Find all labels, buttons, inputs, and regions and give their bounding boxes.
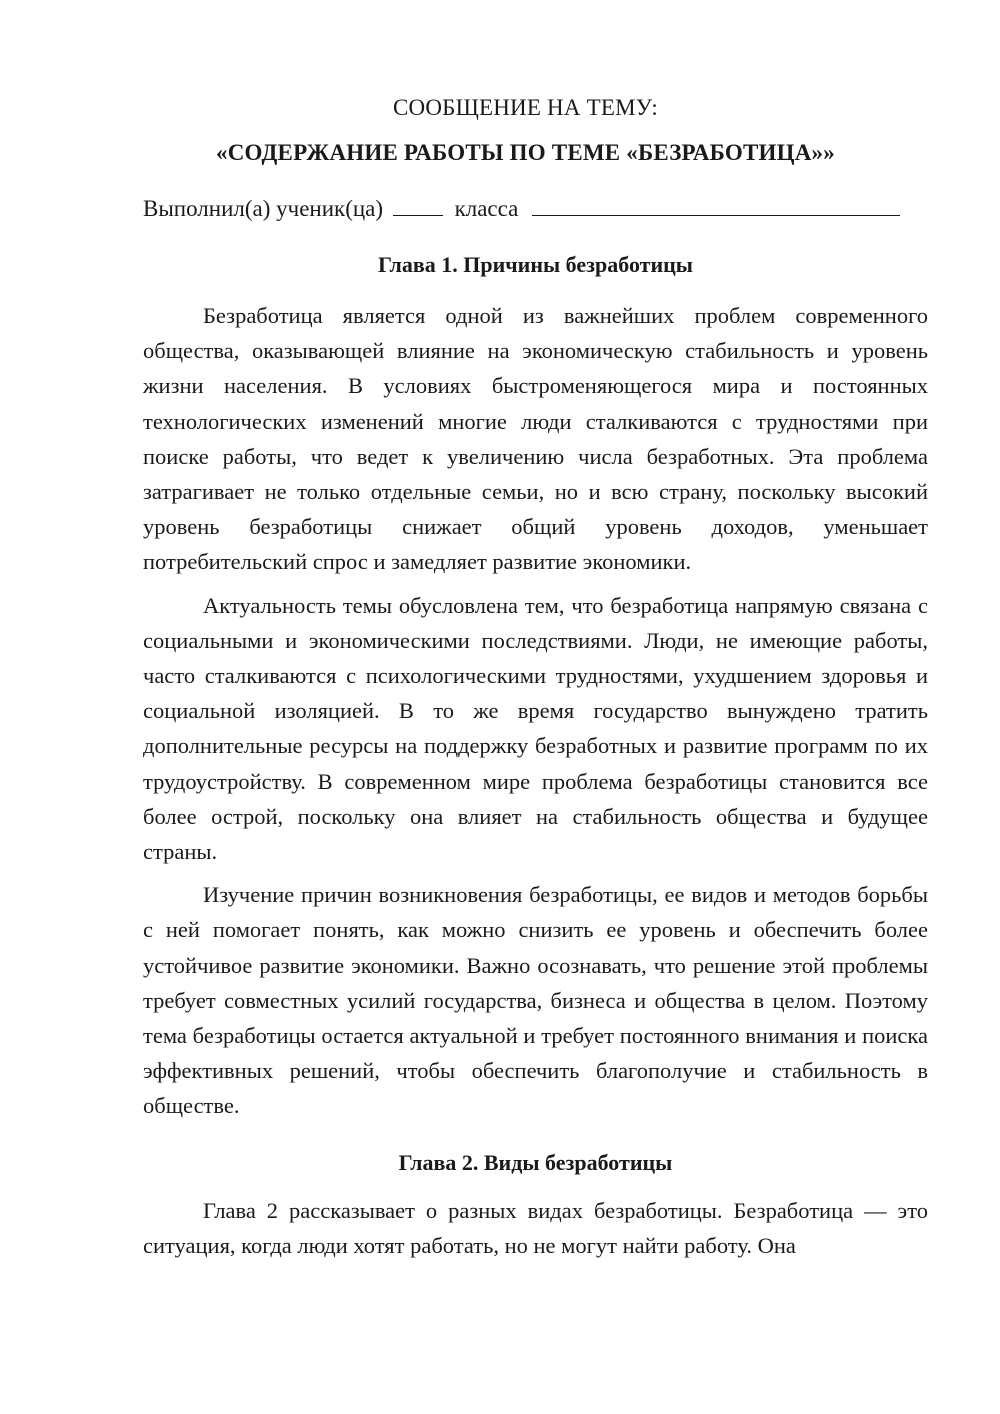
- chapter-1-paragraph: Актуальность темы обусловлена тем, что безработица напрямую связана с социальными и экономическими последствиями. Люди, не имеющие работы, часто сталкиваются с психологическими трудностями, ухудшением здоровья и социальной изоляцией. В то же время государство вынуждено тратить дополнительные ресурсы на поддержку безработных и развитие программ по их трудоустройству. В современном мире проблема безработицы становится все более острой, поскольку она влияет на стабильность общества и будущее страны.: [143, 592, 928, 865]
- chapter-2-paragraph: Глава 2 рассказывает о разных видах безработицы. Безработица — это ситуация, когда люди хотят работать, но не могут найти работу. Она: [143, 1197, 928, 1258]
- chapter-2-heading: Глава 2. Виды безработицы: [398, 1149, 673, 1175]
- chapter-1-paragraph: Изучение причин возникновения безработицы, ее видов и методов борьбы с ней помогает понять, как можно снизить ее уровень и обеспечить более устойчивое развитие экономики. Важно осознавать, что решение этой проблемы требует совместных усилий государства, бизнеса и общества в целом. Поэтому тема безработицы остается актуальной и требует постоянного внимания и поиска эффективных решений, чтобы обеспечить благополучие и стабильность в обществе.: [143, 882, 928, 1119]
- document-kind: СООБЩЕНИЕ НА ТЕМУ:: [393, 95, 658, 120]
- author-line: [143, 193, 928, 225]
- chapter-1-heading: Глава 1. Причины безработицы: [377, 252, 693, 277]
- class-word: класса: [454, 196, 519, 221]
- student-name-blank: [532, 193, 900, 216]
- class-number-blank: [393, 193, 443, 216]
- author-prefix: Выполнил(а) ученик(ца): [143, 196, 384, 221]
- chapter-1-paragraph: Безработица является одной из важнейших проблем современного общества, оказывающей влияние на экономическую стабильность и уровень жизни населения. В условиях быстроменяющегося мира и постоянных технологических изменений многие люди сталкиваются с трудностями при поиске работы, что ведет к увеличению числа безработных. Эта проблема затрагивает не только отдельные семьи, но и всю страну, поскольку высокий уровень безработицы снижает общий уровень доходов, уменьшает потребительский спрос и замедляет развитие экономики.: [143, 303, 928, 575]
- document-title: «СОДЕРЖАНИЕ РАБОТЫ ПО ТЕМЕ «БЕЗРАБОТИЦА»»: [216, 140, 835, 165]
